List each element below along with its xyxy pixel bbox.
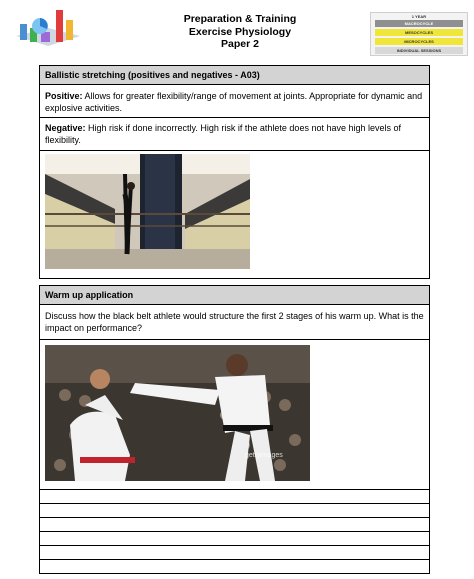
answer-line — [39, 517, 430, 518]
divider — [40, 117, 429, 118]
ballistic-stretching-section — [39, 65, 430, 279]
title-line-3: Paper 2 — [221, 38, 259, 50]
negative-text: High risk if done incorrectly. High risk if the athlete does not have high levels of flexibility. — [45, 123, 402, 145]
negative-label: Negative: — [45, 123, 86, 133]
karate-kick-photo — [45, 345, 310, 481]
page-title — [150, 13, 330, 51]
warm-up-section — [39, 285, 430, 490]
title-line-2: Exercise Physiology — [188, 25, 292, 38]
section-heading: Ballistic stretching (positives and negatives - A03) — [40, 66, 429, 85]
answer-line — [39, 531, 430, 532]
answer-line — [39, 489, 430, 490]
positive-label: Positive: — [45, 91, 83, 101]
chart-logo-icon — [8, 6, 86, 54]
question-text: Discuss how the black belt athlete would structure the first 2 stages of his warm up. What is the impact on performance? — [45, 311, 424, 333]
training-cycle-diagram — [370, 12, 468, 56]
positive-paragraph — [45, 90, 424, 114]
cycle-row-mesocycles: MESOCYCLES — [375, 29, 463, 36]
ballet-stretch-photo — [45, 154, 250, 269]
cycle-row-sessions: INDIVIDUAL SESSIONS — [375, 47, 463, 54]
watermark-text: gettyimages — [245, 452, 283, 459]
title-line-1: Preparation & Training — [183, 13, 297, 25]
answer-line — [39, 503, 430, 504]
negative-paragraph — [45, 122, 424, 146]
cycle-row-year: 1 YEAR — [411, 14, 427, 19]
answer-line — [39, 573, 430, 574]
cycle-row-microcycles: MICROCYCLES — [375, 38, 463, 45]
cycle-row-macrocycle: MACROCYCLE — [375, 20, 463, 27]
answer-line — [39, 559, 430, 560]
section-heading: Warm up application — [40, 286, 429, 305]
divider — [40, 150, 429, 151]
divider — [40, 339, 429, 340]
positive-text: Allows for greater flexibility/range of movement at joints. Appropriate for dynamic and explosive activities. — [45, 91, 423, 113]
answer-line — [39, 545, 430, 546]
